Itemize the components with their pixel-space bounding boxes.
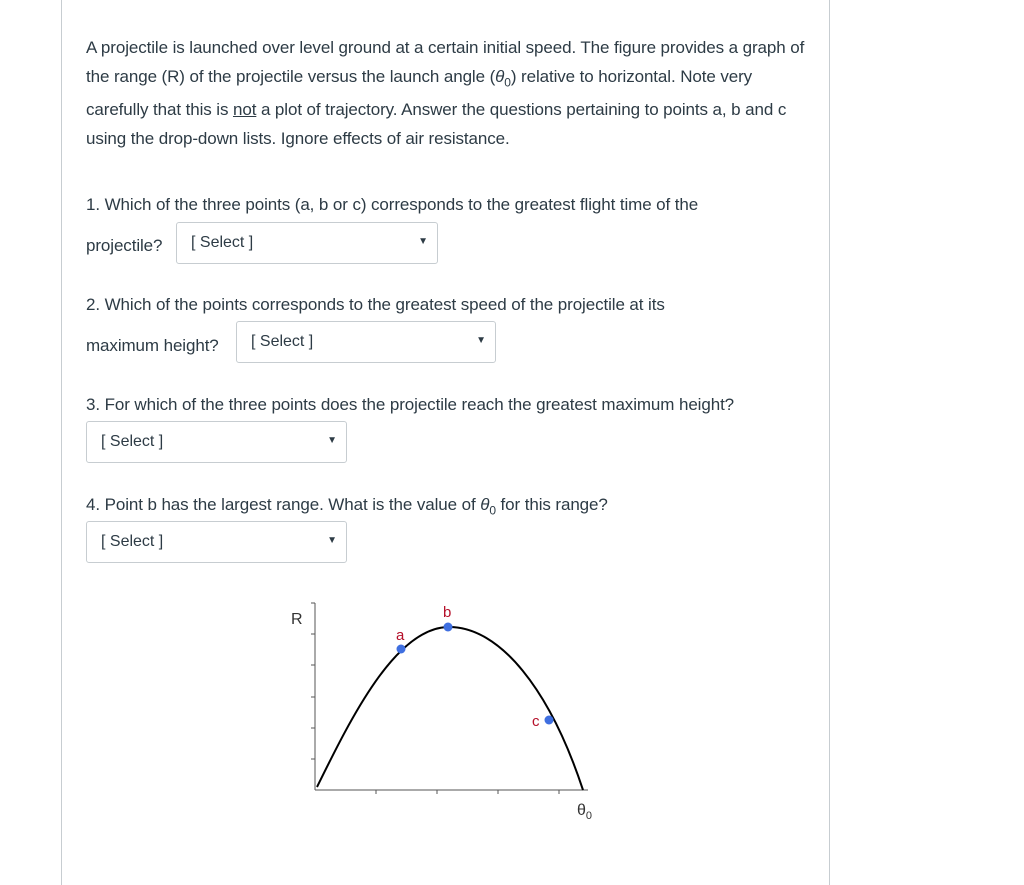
point-a	[397, 645, 406, 654]
question-1-select[interactable]	[176, 222, 438, 264]
x-axis-label-theta: θ	[577, 802, 586, 819]
question-3-select[interactable]	[86, 421, 347, 463]
question-4-select[interactable]	[86, 521, 347, 563]
intro-underlined-not: not	[232, 100, 257, 120]
point-b-label: b	[443, 604, 452, 621]
point-c-label: c	[532, 713, 540, 730]
question-2-text-continued: maximum height?	[86, 336, 219, 355]
dropdown-arrow-icon: ▼	[327, 435, 337, 446]
question-4-text-post: for this range?	[495, 495, 608, 514]
question-4-select-value: [ Select ]	[101, 533, 164, 550]
question-4-text	[86, 495, 608, 517]
question-1-text-continued: projectile?	[86, 236, 163, 255]
question-3-select-value: [ Select ]	[101, 433, 164, 450]
x-axis-label	[577, 802, 592, 822]
y-axis-label: R	[291, 611, 303, 628]
question-3-text: 3. For which of the three points does the projectile reach the greatest maximum height?	[86, 395, 735, 414]
intro-text-3: a plot of trajectory. Answer the questions pertaining to points a, b and c using the drop-down lists. Ignore effects of air resistance.	[86, 100, 787, 148]
point-b	[444, 623, 453, 632]
content-border-left	[61, 0, 62, 885]
theta-symbol: θ	[480, 495, 490, 514]
theta-symbol: θ	[495, 66, 505, 86]
intro-text-2: ) relative to horizontal. Note very carefully that this is	[86, 66, 753, 120]
dropdown-arrow-icon: ▼	[476, 335, 486, 346]
theta-subscript: 0	[489, 503, 496, 518]
intro-text-1: A projectile is launched over level ground at a certain initial speed. The figure provides a graph of the range (R) of the projectile versus the launch angle (	[86, 38, 805, 86]
range-curve	[317, 627, 583, 790]
x-axis-label-subscript: 0	[585, 810, 593, 822]
dropdown-arrow-icon: ▼	[327, 535, 337, 546]
question-2-select-value: [ Select ]	[251, 333, 314, 350]
question-1-select-value: [ Select ]	[191, 234, 254, 251]
question-1-text: 1. Which of the three points (a, b or c) corresponds to the greatest flight time of the	[86, 195, 699, 214]
dropdown-arrow-icon: ▼	[418, 236, 428, 247]
question-content	[86, 34, 816, 153]
question-4-text-pre: 4. Point b has the largest range. What is the value of	[86, 495, 481, 514]
question-2-select[interactable]	[236, 321, 496, 363]
content-border-right	[829, 0, 830, 885]
question-2-text: 2. Which of the points corresponds to the greatest speed of the projectile at its	[86, 295, 665, 314]
point-a-label: a	[396, 627, 405, 644]
point-c	[545, 716, 554, 725]
theta-subscript: 0	[504, 74, 511, 89]
question-intro	[86, 34, 816, 153]
